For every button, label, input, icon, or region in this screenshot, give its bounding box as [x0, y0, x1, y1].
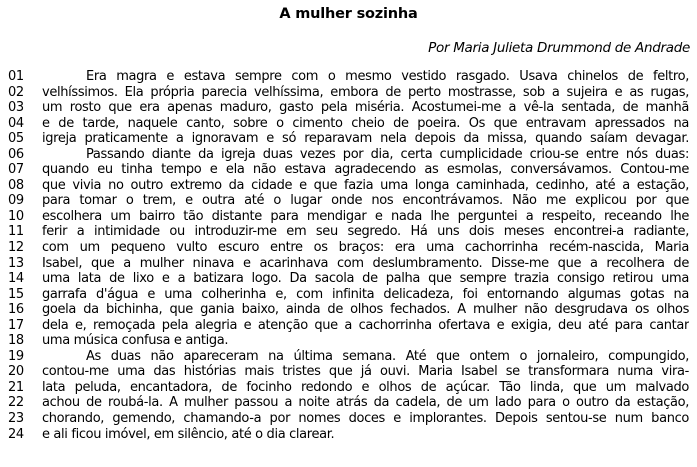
- line-number: 11: [8, 224, 24, 240]
- text-line: [0, 256, 697, 272]
- document-title: A mulher sozinha: [279, 6, 418, 22]
- line-number: 19: [8, 348, 24, 364]
- text-line: [0, 224, 697, 240]
- line-number: 04: [8, 115, 24, 131]
- line-text: achou de roubá-la. A mulher passou a noite atrás da cadela, de um lado para o outro da estação,: [42, 395, 689, 411]
- line-text: para tomar o trem, e outra até o lugar onde nos encontrávamos. Não me explicou por que: [42, 193, 689, 209]
- document-author: Por Maria Julieta Drummond de Andrade: [428, 40, 690, 56]
- text-line: [0, 395, 697, 411]
- line-text: goela da bichinha, que gania baixo, ainda de olhos fechados. A mulher não desgrudava os olhos: [42, 302, 689, 318]
- line-text: igreja praticamente a ignoravam e só reparavam nela depois da missa, quando saíam devagar.: [42, 131, 689, 147]
- text-line: [0, 411, 697, 427]
- text-line: [0, 364, 697, 380]
- line-text: Era magra e estava sempre com o mesmo vestido rasgado. Usava chinelos de feltro,: [86, 69, 689, 84]
- line-number: 20: [8, 364, 24, 380]
- line-text: e de tarde, naquele canto, sobre o cimento cheio de poeira. Os que entravam apressados na: [42, 115, 689, 131]
- line-number: 03: [8, 100, 24, 116]
- line-number: 17: [8, 317, 24, 333]
- text-line: [0, 380, 697, 396]
- line-number: 23: [8, 411, 24, 427]
- text-line: [0, 178, 697, 194]
- line-text: com um pequeno vulto escuro entre os braços: era uma cachorrinha recém-nascida, Maria: [42, 240, 689, 256]
- text-line: [0, 85, 697, 101]
- line-text: dela e, remoçada pela alegria e atenção que a cachorrinha ofertava e exigia, deu até para cantar: [42, 317, 689, 333]
- text-line: [0, 116, 697, 132]
- line-number: 07: [8, 162, 24, 178]
- line-text: uma lata de lixo e a batizara logo. Da sacola de palha que sempre trazia consigo retirou uma: [42, 271, 689, 287]
- text-line: [0, 240, 697, 256]
- line-text: Passando diante da igreja duas vezes por dia, certa cumplicidade criou-se entre nós duas:: [86, 146, 689, 162]
- text-line: [0, 333, 697, 349]
- text-line: [0, 287, 697, 303]
- line-number: 16: [8, 302, 24, 318]
- line-text: chorando, gemendo, chamando-a por nomes doces e implorantes. Depois sentou-se num banco: [42, 411, 689, 427]
- line-number: 02: [8, 84, 24, 100]
- line-number: 10: [8, 208, 24, 224]
- line-text: garrafa d'água e uma colherinha e, com infinita delicadeza, foi entornando algumas gotas na: [42, 286, 689, 302]
- line-number: 24: [8, 426, 24, 442]
- line-text: Isabel, que a mulher ninava e acarinhava com deslumbramento. Disse-me que a recolhera de: [42, 255, 689, 271]
- text-line: [0, 209, 697, 225]
- text-line: [0, 318, 697, 334]
- text-line: [0, 100, 697, 116]
- line-text: lata peluda, encantadora, de focinho redondo e olhos de açúcar. Tão linda, que um malvado: [42, 379, 689, 395]
- line-text: quando eu tinha tempo e ela não estava agradecendo as esmolas, conversávamos. Contou-me: [42, 162, 689, 178]
- line-text: As duas não apareceram na última semana. Até que ontem o jornaleiro, compungido,: [86, 348, 689, 364]
- line-number: 09: [8, 193, 24, 209]
- line-number: 13: [8, 255, 24, 271]
- line-number: 01: [8, 69, 24, 84]
- text-line: [0, 427, 697, 443]
- line-number: 06: [8, 146, 24, 162]
- text-line: [0, 162, 697, 178]
- line-number: 05: [8, 131, 24, 147]
- text-line: [0, 349, 697, 365]
- line-text: que vivia no outro extremo da cidade e que fazia uma longa caminhada, cedinho, até a estação,: [42, 177, 689, 193]
- numbered-text-body: [0, 69, 697, 442]
- text-line: [0, 147, 697, 163]
- line-number: 18: [8, 333, 24, 349]
- text-line: [0, 193, 697, 209]
- text-line: [0, 302, 697, 318]
- line-number: 14: [8, 271, 24, 287]
- line-text: uma música confusa e antiga.: [42, 333, 229, 349]
- text-line: [0, 131, 697, 147]
- line-text: velhíssimos. Ela própria parecia velhíssima, embora de perto mostrasse, sob a sujeira e as rugas,: [42, 84, 689, 100]
- line-number: 08: [8, 177, 24, 193]
- line-number: 15: [8, 286, 24, 302]
- line-text: e ali ficou imóvel, em silêncio, até o dia clarear.: [42, 426, 335, 442]
- line-text: contou-me uma das histórias mais tristes que já ouvi. Maria Isabel se transformara numa vira-: [42, 364, 689, 380]
- line-number: 12: [8, 240, 24, 256]
- text-line: [0, 69, 697, 85]
- line-number: 21: [8, 379, 24, 395]
- line-text: escolhera um bairro tão distante para mendigar e nada lhe perguntei a respeito, receando lhe: [42, 208, 689, 224]
- line-text: um rosto que era apenas maduro, gasto pela miséria. Acostumei-me a vê-la sentada, de manhã: [42, 100, 689, 116]
- text-line: [0, 271, 697, 287]
- line-number: 22: [8, 395, 24, 411]
- line-text: ferir a intimidade ou introduzir-me em seu segredo. Há uns dois meses encontrei-a radiante,: [42, 224, 689, 240]
